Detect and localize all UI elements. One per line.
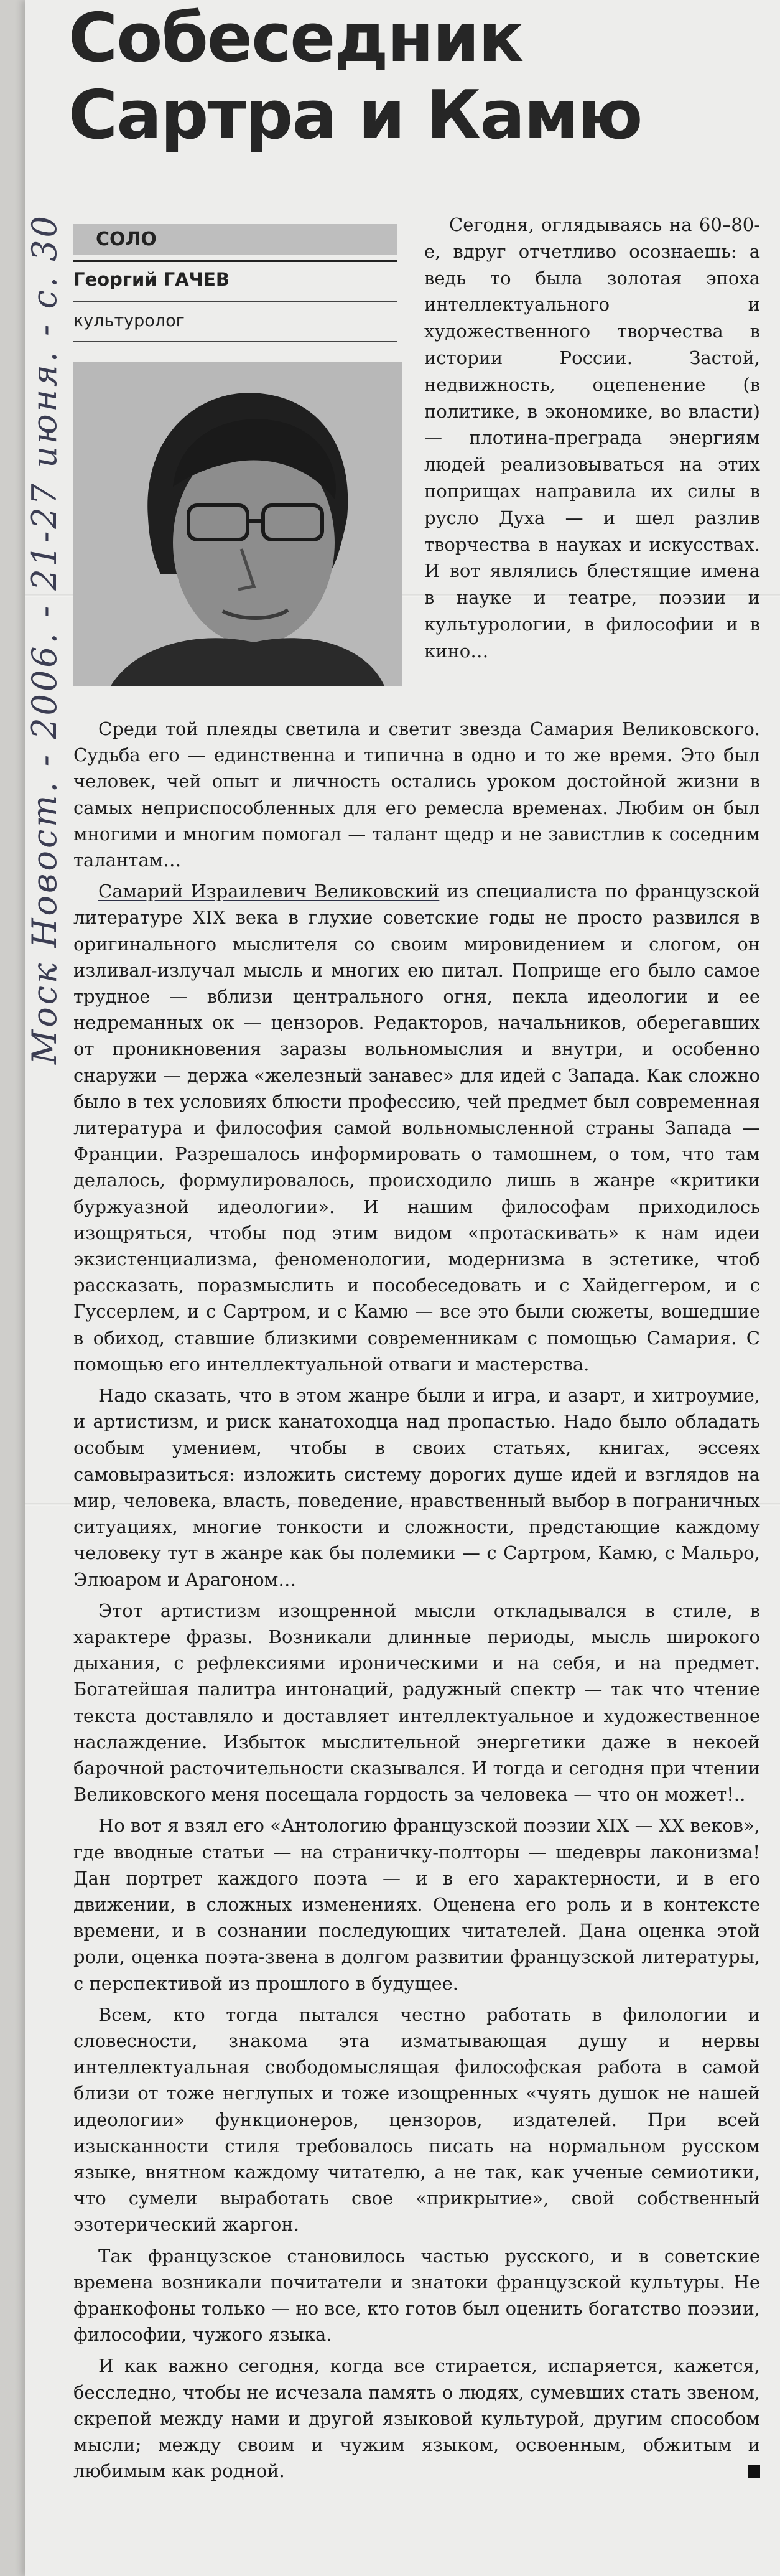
body-paragraph-text: из специалиста по французской литературе XIX века в глухие советские годы не просто развился в оригинального мыслителя со своим мировидением и слогом, он изливал-излучал мысль и многих ею питал. Поприще его было самое трудное — вблизи центрального огня, пекла идеологии и ее недреманных ок — цензоров. Редакторов, начальников, оберегавших от проникновения заразы вольномыслия и внутри, и особенно снаружи — держа «железный занавес» для идей с Запада. Как сложно было в тех условиях блюсти профессию, чей предмет был современная литература и философия самой вольномысленной страны Запада — Франции. Разрешалось информировать о тамошнем, о том, что там делалось, формулировалось, происходило лишь в жанре «критики буржуазной идеологии». И нашим философам приходилось изощряться, чтобы под этим видом «протаскивать» к нам идеи экзистенциализма, феноменологии, модернизма в эстетике, чтоб рассказать, поразмыслить и пособеседовать и с Хайдеггером, и с Гуссерлем, и с Сартром, и с Камю — все это были сюжеты, вошедшие в обиход, ставшие близкими современникам с помощью Самария. С помощью его интеллектуальной отваги и мастерства. [73, 881, 760, 1375]
rubric-divider [73, 260, 397, 262]
article-title [68, 0, 765, 154]
role-divider [73, 341, 397, 342]
body-paragraph [73, 878, 760, 1377]
body-paragraph-final [73, 2353, 760, 2484]
article-body [73, 716, 760, 2489]
highlighted-name: Самарий Израилевич Великовский [98, 881, 440, 902]
body-paragraph-text: И как важно сегодня, когда все стирается, испаряется, кажется, бесследно, чтобы не исчезала память о людях, сумевших стать звеном, скрепой между нами и другой языковой культурой, другим способом мысли; между своим и чужим языком, освоенным, обжитым и любимым как родной. [73, 2355, 760, 2482]
author-name: Георгий ГАЧЕВ [73, 269, 230, 290]
body-paragraph: Надо сказать, что в этом жанре были и игра, и азарт, и хитроумие, и артистизм, и риск канатоходца над пропастью. Надо было обладать особым умением, чтобы в своих статьях, книгах, эссеях самовыразиться: изложить систему дорогих душе идей и взглядов на мир, человека, власть, поведение, нравственный выбор в пограничных ситуациях, многие тонкости и сложности, предстающие каждому человеку тут в жанре как бы полемики — с Сартром, Камю, с Мальро, Элюаром и Арагоном… [73, 1385, 760, 1590]
body-paragraph: Этот артистизм изощренной мысли откладывался в стиле, в характере фразы. Возникали длинные периоды, мысль широкого дыхания, с рефлексиями ироническими и на себя, и на предмет. Богатейшая палитра интонаций, радужный спектр — так что чтение текста доставляло и доставляет интеллектуальное и художественное наслаждение. Избыток мыслительной энергетики даже в некоей барочной расточительности сказывался. И тогда и сегодня при чтении Великовского меня посещала гордость за человека — что он может!.. [73, 1599, 760, 1806]
body-paragraph: Среди той плеяды светила и светит звезда Самария Великовского. Судьба его — единственна и типична в одно и то же время. Это был человек, чей опыт и личность остались уроком достойной жизни в самых неприспособленных для его ремесла временах. Любим он был многими и многим помогал — талант щедр и не завистлив к соседним талантам… [73, 718, 760, 871]
rubric-label: СОЛО [73, 224, 397, 255]
body-paragraph: Но вот я взял его «Антологию французской поэзии XIX — XX веков», где вводные статьи — на страничку-полторы — шедевры лаконизма! Дан портрет каждого поэта — и в его характерности, и в его движении, в сложных изменениях. Оценена его роль и в контексте времени, и в сознании последующих читателей. Дана оценка этой роли, оценка поэта-звена в долгом развитии французской литературы, с перспективой из прошлого в будущее. [73, 1815, 760, 1994]
article-title-line-1: Собеседник [68, 0, 523, 77]
article-title-line-2: Сартра и Камю [68, 77, 642, 154]
author-divider [73, 301, 397, 302]
handwritten-source-note: Моск Новост. - 2006. - 21-27 июня. - с. 30 [25, 213, 64, 1064]
body-paragraph: Так французское становилось частью русского, и в советские времена возникали почитатели и знатоки французской культуры. Не франкофоны только — но все, кто готов был оценить богатство поэзии, философии, чужого языка. [73, 2245, 760, 2346]
author-photo [73, 362, 402, 686]
author-portrait-image [73, 362, 402, 686]
author-role: культуролог [73, 311, 185, 330]
square-end-mark-icon [748, 2465, 760, 2478]
body-paragraph: Всем, кто тогда пытался честно работать в филологии и словесности, знакома эта изматывающая душу и нервы интеллектуальная свободомыслящая философская работа в самой близи от тоже неглупых и тоже изощренных «чуять душок не нашей идеологии» функционеров, цензоров, издателей. При всей изысканности стиля требовалось писать на нормальном русском языке, внятном каждому читателю, а не так, как ученые семиотики, что сумели выработать свое «прикрытие», свой собственный эзотерический жаргон. [73, 2003, 760, 2236]
lead-paragraph: Сегодня, оглядываясь на 60–80-е, вдруг отчетливо осознаешь: а ведь то была золотая эпоха интеллектуального и художественного творчества в истории России. Застой, недвижность, оцепенение (в политике, в экономике, во власти) — плотина-преграда энергиям людей реализовываться на этих поприщах направила их силы в русло Духа — и шел разлив творчества в науках и искусствах. И вот являлись блестящие имена в науке и театре, поэзии и культурологии, в философии и в кино… [424, 214, 760, 662]
